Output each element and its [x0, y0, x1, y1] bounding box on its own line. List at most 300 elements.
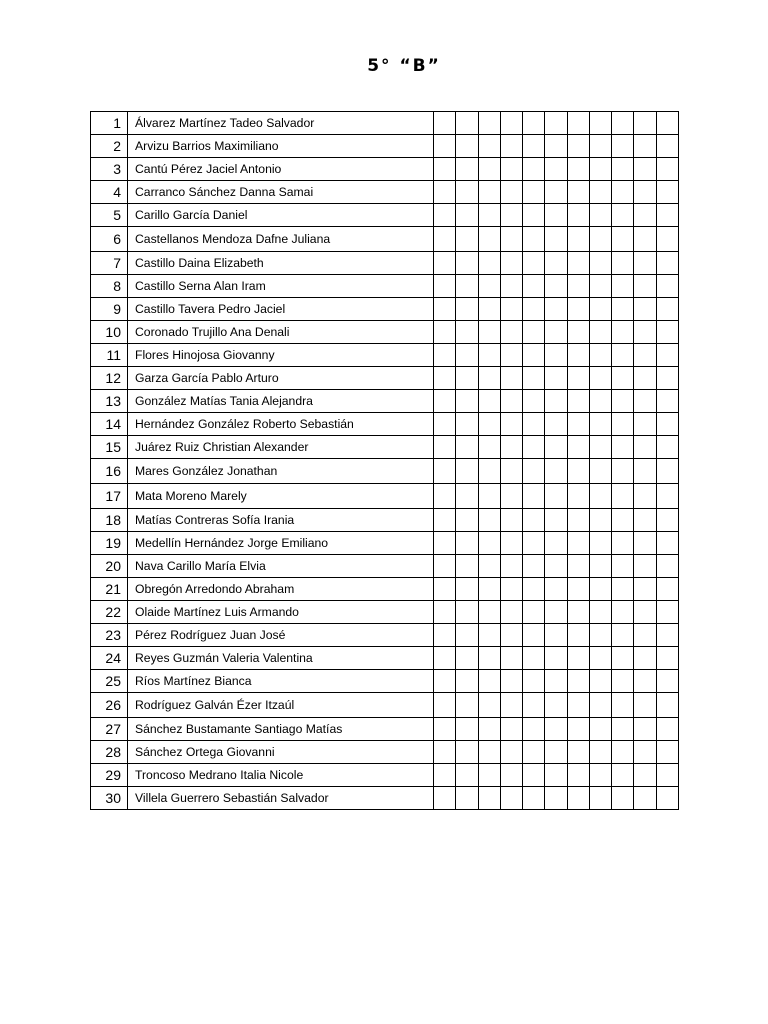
check-cell[interactable]: [500, 275, 522, 298]
check-cell[interactable]: [589, 413, 611, 436]
check-cell[interactable]: [456, 578, 478, 601]
check-cell[interactable]: [589, 509, 611, 532]
check-cell[interactable]: [589, 158, 611, 181]
check-cell[interactable]: [434, 436, 456, 459]
check-cell[interactable]: [456, 624, 478, 647]
check-cell[interactable]: [656, 693, 678, 718]
check-cell[interactable]: [634, 390, 656, 413]
check-cell[interactable]: [545, 181, 567, 204]
check-cell[interactable]: [434, 532, 456, 555]
check-cell[interactable]: [456, 459, 478, 484]
check-cell[interactable]: [545, 578, 567, 601]
check-cell[interactable]: [545, 624, 567, 647]
check-cell[interactable]: [523, 718, 545, 741]
check-cell[interactable]: [589, 390, 611, 413]
check-cell[interactable]: [545, 484, 567, 509]
check-cell[interactable]: [567, 436, 589, 459]
check-cell[interactable]: [523, 764, 545, 787]
check-cell[interactable]: [434, 484, 456, 509]
check-cell[interactable]: [478, 578, 500, 601]
check-cell[interactable]: [634, 436, 656, 459]
check-cell[interactable]: [545, 158, 567, 181]
check-cell[interactable]: [456, 787, 478, 810]
check-cell[interactable]: [567, 624, 589, 647]
check-cell[interactable]: [478, 693, 500, 718]
check-cell[interactable]: [656, 647, 678, 670]
check-cell[interactable]: [523, 787, 545, 810]
check-cell[interactable]: [500, 578, 522, 601]
check-cell[interactable]: [523, 112, 545, 135]
check-cell[interactable]: [567, 321, 589, 344]
check-cell[interactable]: [567, 693, 589, 718]
check-cell[interactable]: [478, 459, 500, 484]
check-cell[interactable]: [456, 252, 478, 275]
check-cell[interactable]: [500, 344, 522, 367]
check-cell[interactable]: [478, 158, 500, 181]
check-cell[interactable]: [567, 741, 589, 764]
check-cell[interactable]: [589, 578, 611, 601]
check-cell[interactable]: [656, 344, 678, 367]
check-cell[interactable]: [589, 764, 611, 787]
check-cell[interactable]: [500, 112, 522, 135]
check-cell[interactable]: [545, 275, 567, 298]
check-cell[interactable]: [523, 693, 545, 718]
check-cell[interactable]: [434, 459, 456, 484]
check-cell[interactable]: [434, 252, 456, 275]
check-cell[interactable]: [478, 624, 500, 647]
check-cell[interactable]: [612, 459, 634, 484]
check-cell[interactable]: [523, 204, 545, 227]
check-cell[interactable]: [478, 509, 500, 532]
check-cell[interactable]: [523, 367, 545, 390]
check-cell[interactable]: [500, 252, 522, 275]
check-cell[interactable]: [612, 532, 634, 555]
check-cell[interactable]: [612, 718, 634, 741]
check-cell[interactable]: [634, 413, 656, 436]
check-cell[interactable]: [589, 367, 611, 390]
check-cell[interactable]: [612, 275, 634, 298]
check-cell[interactable]: [500, 509, 522, 532]
check-cell[interactable]: [656, 367, 678, 390]
check-cell[interactable]: [456, 275, 478, 298]
check-cell[interactable]: [656, 601, 678, 624]
check-cell[interactable]: [478, 252, 500, 275]
check-cell[interactable]: [456, 647, 478, 670]
check-cell[interactable]: [634, 227, 656, 252]
check-cell[interactable]: [523, 227, 545, 252]
check-cell[interactable]: [589, 135, 611, 158]
check-cell[interactable]: [478, 718, 500, 741]
check-cell[interactable]: [589, 532, 611, 555]
check-cell[interactable]: [589, 344, 611, 367]
check-cell[interactable]: [434, 158, 456, 181]
check-cell[interactable]: [456, 390, 478, 413]
check-cell[interactable]: [523, 459, 545, 484]
check-cell[interactable]: [456, 367, 478, 390]
check-cell[interactable]: [434, 413, 456, 436]
check-cell[interactable]: [500, 390, 522, 413]
check-cell[interactable]: [567, 367, 589, 390]
check-cell[interactable]: [612, 204, 634, 227]
check-cell[interactable]: [545, 459, 567, 484]
check-cell[interactable]: [500, 459, 522, 484]
check-cell[interactable]: [500, 532, 522, 555]
check-cell[interactable]: [612, 601, 634, 624]
check-cell[interactable]: [523, 601, 545, 624]
check-cell[interactable]: [523, 390, 545, 413]
check-cell[interactable]: [634, 764, 656, 787]
check-cell[interactable]: [567, 298, 589, 321]
check-cell[interactable]: [634, 298, 656, 321]
check-cell[interactable]: [545, 252, 567, 275]
check-cell[interactable]: [567, 158, 589, 181]
check-cell[interactable]: [545, 718, 567, 741]
check-cell[interactable]: [456, 601, 478, 624]
check-cell[interactable]: [612, 158, 634, 181]
check-cell[interactable]: [456, 204, 478, 227]
check-cell[interactable]: [545, 413, 567, 436]
check-cell[interactable]: [545, 390, 567, 413]
check-cell[interactable]: [434, 204, 456, 227]
check-cell[interactable]: [634, 321, 656, 344]
check-cell[interactable]: [589, 275, 611, 298]
check-cell[interactable]: [567, 787, 589, 810]
check-cell[interactable]: [478, 436, 500, 459]
check-cell[interactable]: [656, 158, 678, 181]
check-cell[interactable]: [612, 135, 634, 158]
check-cell[interactable]: [634, 459, 656, 484]
check-cell[interactable]: [523, 181, 545, 204]
check-cell[interactable]: [589, 647, 611, 670]
check-cell[interactable]: [612, 624, 634, 647]
check-cell[interactable]: [567, 181, 589, 204]
check-cell[interactable]: [634, 367, 656, 390]
check-cell[interactable]: [456, 413, 478, 436]
check-cell[interactable]: [456, 298, 478, 321]
check-cell[interactable]: [545, 532, 567, 555]
check-cell[interactable]: [456, 718, 478, 741]
check-cell[interactable]: [545, 227, 567, 252]
check-cell[interactable]: [567, 252, 589, 275]
check-cell[interactable]: [612, 344, 634, 367]
check-cell[interactable]: [612, 321, 634, 344]
check-cell[interactable]: [434, 764, 456, 787]
check-cell[interactable]: [634, 509, 656, 532]
check-cell[interactable]: [456, 693, 478, 718]
check-cell[interactable]: [500, 484, 522, 509]
check-cell[interactable]: [500, 624, 522, 647]
check-cell[interactable]: [434, 344, 456, 367]
check-cell[interactable]: [656, 741, 678, 764]
check-cell[interactable]: [500, 787, 522, 810]
check-cell[interactable]: [656, 298, 678, 321]
check-cell[interactable]: [656, 112, 678, 135]
check-cell[interactable]: [612, 670, 634, 693]
check-cell[interactable]: [612, 741, 634, 764]
check-cell[interactable]: [523, 321, 545, 344]
check-cell[interactable]: [523, 509, 545, 532]
check-cell[interactable]: [612, 509, 634, 532]
check-cell[interactable]: [456, 227, 478, 252]
check-cell[interactable]: [523, 484, 545, 509]
check-cell[interactable]: [612, 578, 634, 601]
check-cell[interactable]: [545, 509, 567, 532]
check-cell[interactable]: [478, 647, 500, 670]
check-cell[interactable]: [545, 321, 567, 344]
check-cell[interactable]: [434, 321, 456, 344]
check-cell[interactable]: [456, 764, 478, 787]
check-cell[interactable]: [456, 321, 478, 344]
check-cell[interactable]: [656, 484, 678, 509]
check-cell[interactable]: [434, 624, 456, 647]
check-cell[interactable]: [545, 670, 567, 693]
check-cell[interactable]: [456, 436, 478, 459]
check-cell[interactable]: [500, 367, 522, 390]
check-cell[interactable]: [434, 367, 456, 390]
check-cell[interactable]: [500, 693, 522, 718]
check-cell[interactable]: [589, 484, 611, 509]
check-cell[interactable]: [500, 321, 522, 344]
check-cell[interactable]: [567, 204, 589, 227]
check-cell[interactable]: [434, 647, 456, 670]
check-cell[interactable]: [589, 718, 611, 741]
check-cell[interactable]: [478, 741, 500, 764]
check-cell[interactable]: [500, 158, 522, 181]
check-cell[interactable]: [656, 670, 678, 693]
check-cell[interactable]: [656, 413, 678, 436]
check-cell[interactable]: [523, 532, 545, 555]
check-cell[interactable]: [456, 158, 478, 181]
check-cell[interactable]: [634, 647, 656, 670]
check-cell[interactable]: [545, 764, 567, 787]
check-cell[interactable]: [434, 693, 456, 718]
check-cell[interactable]: [634, 532, 656, 555]
check-cell[interactable]: [523, 436, 545, 459]
check-cell[interactable]: [567, 344, 589, 367]
check-cell[interactable]: [500, 181, 522, 204]
check-cell[interactable]: [589, 204, 611, 227]
check-cell[interactable]: [523, 158, 545, 181]
check-cell[interactable]: [634, 275, 656, 298]
check-cell[interactable]: [656, 275, 678, 298]
check-cell[interactable]: [589, 787, 611, 810]
check-cell[interactable]: [656, 321, 678, 344]
check-cell[interactable]: [612, 436, 634, 459]
check-cell[interactable]: [589, 227, 611, 252]
check-cell[interactable]: [478, 298, 500, 321]
check-cell[interactable]: [434, 601, 456, 624]
check-cell[interactable]: [589, 555, 611, 578]
check-cell[interactable]: [478, 787, 500, 810]
check-cell[interactable]: [567, 601, 589, 624]
check-cell[interactable]: [634, 555, 656, 578]
check-cell[interactable]: [545, 787, 567, 810]
check-cell[interactable]: [567, 647, 589, 670]
check-cell[interactable]: [434, 181, 456, 204]
check-cell[interactable]: [456, 181, 478, 204]
check-cell[interactable]: [634, 181, 656, 204]
check-cell[interactable]: [434, 555, 456, 578]
check-cell[interactable]: [567, 227, 589, 252]
check-cell[interactable]: [567, 135, 589, 158]
check-cell[interactable]: [589, 459, 611, 484]
check-cell[interactable]: [545, 436, 567, 459]
check-cell[interactable]: [523, 344, 545, 367]
check-cell[interactable]: [589, 693, 611, 718]
check-cell[interactable]: [612, 555, 634, 578]
check-cell[interactable]: [567, 484, 589, 509]
check-cell[interactable]: [500, 647, 522, 670]
check-cell[interactable]: [656, 390, 678, 413]
check-cell[interactable]: [434, 390, 456, 413]
check-cell[interactable]: [634, 344, 656, 367]
check-cell[interactable]: [567, 555, 589, 578]
check-cell[interactable]: [567, 275, 589, 298]
check-cell[interactable]: [656, 555, 678, 578]
check-cell[interactable]: [634, 601, 656, 624]
check-cell[interactable]: [545, 298, 567, 321]
check-cell[interactable]: [456, 741, 478, 764]
check-cell[interactable]: [434, 741, 456, 764]
check-cell[interactable]: [656, 787, 678, 810]
check-cell[interactable]: [456, 112, 478, 135]
check-cell[interactable]: [500, 764, 522, 787]
check-cell[interactable]: [478, 601, 500, 624]
check-cell[interactable]: [545, 367, 567, 390]
check-cell[interactable]: [567, 459, 589, 484]
check-cell[interactable]: [589, 298, 611, 321]
check-cell[interactable]: [478, 670, 500, 693]
check-cell[interactable]: [612, 787, 634, 810]
check-cell[interactable]: [612, 367, 634, 390]
check-cell[interactable]: [567, 578, 589, 601]
check-cell[interactable]: [456, 135, 478, 158]
check-cell[interactable]: [500, 601, 522, 624]
check-cell[interactable]: [500, 741, 522, 764]
check-cell[interactable]: [612, 298, 634, 321]
check-cell[interactable]: [612, 181, 634, 204]
check-cell[interactable]: [478, 275, 500, 298]
check-cell[interactable]: [656, 227, 678, 252]
check-cell[interactable]: [634, 624, 656, 647]
check-cell[interactable]: [656, 578, 678, 601]
check-cell[interactable]: [478, 367, 500, 390]
check-cell[interactable]: [589, 601, 611, 624]
check-cell[interactable]: [478, 181, 500, 204]
check-cell[interactable]: [434, 298, 456, 321]
check-cell[interactable]: [612, 227, 634, 252]
check-cell[interactable]: [434, 135, 456, 158]
check-cell[interactable]: [656, 252, 678, 275]
check-cell[interactable]: [612, 693, 634, 718]
check-cell[interactable]: [500, 413, 522, 436]
check-cell[interactable]: [500, 227, 522, 252]
check-cell[interactable]: [634, 112, 656, 135]
check-cell[interactable]: [634, 718, 656, 741]
check-cell[interactable]: [589, 112, 611, 135]
check-cell[interactable]: [545, 693, 567, 718]
check-cell[interactable]: [500, 718, 522, 741]
check-cell[interactable]: [567, 718, 589, 741]
check-cell[interactable]: [656, 135, 678, 158]
check-cell[interactable]: [456, 509, 478, 532]
check-cell[interactable]: [456, 670, 478, 693]
check-cell[interactable]: [656, 532, 678, 555]
check-cell[interactable]: [478, 390, 500, 413]
check-cell[interactable]: [434, 227, 456, 252]
check-cell[interactable]: [545, 344, 567, 367]
check-cell[interactable]: [434, 275, 456, 298]
check-cell[interactable]: [589, 741, 611, 764]
check-cell[interactable]: [456, 484, 478, 509]
check-cell[interactable]: [500, 670, 522, 693]
check-cell[interactable]: [634, 578, 656, 601]
check-cell[interactable]: [612, 112, 634, 135]
check-cell[interactable]: [589, 670, 611, 693]
check-cell[interactable]: [500, 298, 522, 321]
check-cell[interactable]: [523, 298, 545, 321]
check-cell[interactable]: [523, 555, 545, 578]
check-cell[interactable]: [589, 321, 611, 344]
check-cell[interactable]: [478, 321, 500, 344]
check-cell[interactable]: [656, 181, 678, 204]
check-cell[interactable]: [523, 275, 545, 298]
check-cell[interactable]: [567, 413, 589, 436]
check-cell[interactable]: [478, 555, 500, 578]
check-cell[interactable]: [545, 601, 567, 624]
check-cell[interactable]: [478, 532, 500, 555]
check-cell[interactable]: [589, 436, 611, 459]
check-cell[interactable]: [656, 764, 678, 787]
check-cell[interactable]: [545, 555, 567, 578]
check-cell[interactable]: [523, 741, 545, 764]
check-cell[interactable]: [523, 252, 545, 275]
check-cell[interactable]: [478, 413, 500, 436]
check-cell[interactable]: [634, 787, 656, 810]
check-cell[interactable]: [500, 204, 522, 227]
check-cell[interactable]: [656, 204, 678, 227]
check-cell[interactable]: [523, 578, 545, 601]
check-cell[interactable]: [478, 484, 500, 509]
check-cell[interactable]: [589, 181, 611, 204]
check-cell[interactable]: [545, 112, 567, 135]
check-cell[interactable]: [545, 135, 567, 158]
check-cell[interactable]: [478, 344, 500, 367]
check-cell[interactable]: [434, 787, 456, 810]
check-cell[interactable]: [567, 532, 589, 555]
check-cell[interactable]: [634, 204, 656, 227]
check-cell[interactable]: [434, 509, 456, 532]
check-cell[interactable]: [478, 204, 500, 227]
check-cell[interactable]: [500, 555, 522, 578]
check-cell[interactable]: [612, 252, 634, 275]
check-cell[interactable]: [456, 532, 478, 555]
check-cell[interactable]: [589, 624, 611, 647]
check-cell[interactable]: [545, 204, 567, 227]
check-cell[interactable]: [656, 509, 678, 532]
check-cell[interactable]: [634, 252, 656, 275]
check-cell[interactable]: [478, 135, 500, 158]
check-cell[interactable]: [634, 693, 656, 718]
check-cell[interactable]: [612, 764, 634, 787]
check-cell[interactable]: [634, 135, 656, 158]
check-cell[interactable]: [523, 413, 545, 436]
check-cell[interactable]: [523, 135, 545, 158]
check-cell[interactable]: [567, 509, 589, 532]
check-cell[interactable]: [567, 764, 589, 787]
check-cell[interactable]: [612, 413, 634, 436]
check-cell[interactable]: [456, 344, 478, 367]
